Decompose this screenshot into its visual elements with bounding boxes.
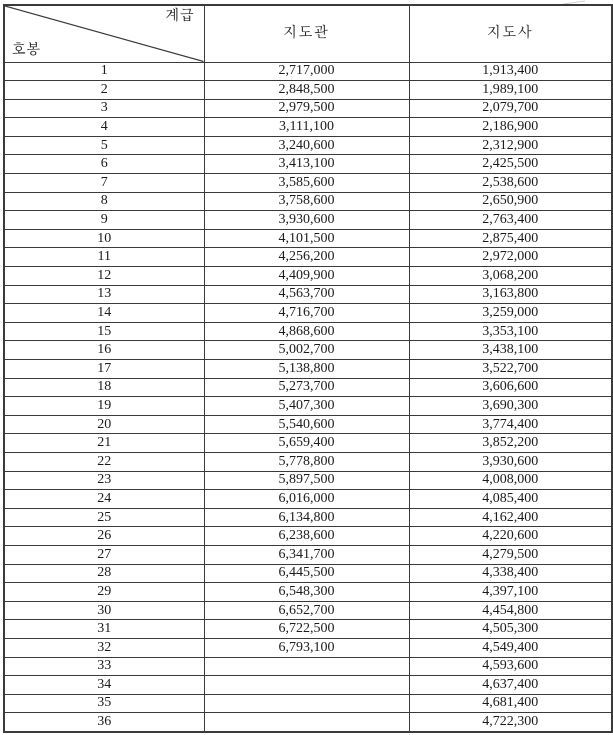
table-row [4, 174, 612, 193]
salary-table [3, 4, 613, 733]
row-step-cell: 18 [4, 378, 204, 397]
jidosa-value-cell: 2,425,500 [409, 155, 612, 174]
table-row [4, 545, 612, 564]
table-row [4, 62, 612, 81]
table-row [4, 676, 612, 695]
table-row [4, 471, 612, 490]
table-row [4, 229, 612, 248]
table-row [4, 397, 612, 416]
jidogwan-value-cell: 6,238,600 [204, 527, 409, 546]
jidogwan-value-cell: 3,930,600 [204, 211, 409, 230]
row-step-cell: 5 [4, 136, 204, 155]
table-row [4, 601, 612, 620]
jidogwan-value-cell: 5,138,800 [204, 360, 409, 379]
jidosa-value-cell: 3,852,200 [409, 434, 612, 453]
jidogwan-value-cell: 3,111,100 [204, 118, 409, 137]
table-row [4, 360, 612, 379]
jidosa-value-cell: 4,162,400 [409, 508, 612, 527]
jidogwan-value-cell: 2,848,500 [204, 81, 409, 100]
jidosa-value-cell: 2,972,000 [409, 248, 612, 267]
jidosa-value-cell: 4,338,400 [409, 564, 612, 583]
row-step-cell: 14 [4, 304, 204, 323]
column-header-jidosa: 지도사 [409, 5, 612, 62]
table-row [4, 378, 612, 397]
jidogwan-value-cell: 4,256,200 [204, 248, 409, 267]
jidosa-value-cell: 3,259,000 [409, 304, 612, 323]
table-row [4, 192, 612, 211]
jidosa-value-cell: 4,085,400 [409, 490, 612, 509]
corner-header-cell [4, 5, 204, 62]
row-step-cell: 16 [4, 341, 204, 360]
jidosa-value-cell: 3,930,600 [409, 452, 612, 471]
jidosa-value-cell: 2,875,400 [409, 229, 612, 248]
table-row [4, 285, 612, 304]
table-row [4, 564, 612, 583]
jidosa-value-cell: 1,989,100 [409, 81, 612, 100]
jidosa-value-cell: 2,650,900 [409, 192, 612, 211]
jidosa-value-cell: 3,606,600 [409, 378, 612, 397]
table-row [4, 452, 612, 471]
row-step-cell: 29 [4, 583, 204, 602]
jidosa-value-cell: 3,353,100 [409, 322, 612, 341]
row-step-cell: 36 [4, 713, 204, 732]
jidosa-value-cell: 4,008,000 [409, 471, 612, 490]
row-step-cell: 32 [4, 638, 204, 657]
jidogwan-value-cell: 6,445,500 [204, 564, 409, 583]
table-row [4, 118, 612, 137]
row-step-cell: 6 [4, 155, 204, 174]
row-step-cell: 34 [4, 676, 204, 695]
table-row [4, 583, 612, 602]
jidogwan-value-cell: 6,134,800 [204, 508, 409, 527]
jidogwan-value-cell: 4,409,900 [204, 267, 409, 286]
row-step-cell: 19 [4, 397, 204, 416]
jidogwan-value-cell: 3,758,600 [204, 192, 409, 211]
row-step-cell: 9 [4, 211, 204, 230]
jidogwan-value-cell: 6,341,700 [204, 545, 409, 564]
jidosa-value-cell: 2,312,900 [409, 136, 612, 155]
row-step-cell: 4 [4, 118, 204, 137]
jidogwan-value-cell: 6,793,100 [204, 638, 409, 657]
jidogwan-value-cell [204, 713, 409, 732]
table-row [4, 267, 612, 286]
jidogwan-value-cell: 6,652,700 [204, 601, 409, 620]
header-row [4, 5, 612, 62]
jidosa-value-cell: 1,913,400 [409, 62, 612, 81]
table-row [4, 248, 612, 267]
table-row [4, 694, 612, 713]
row-step-cell: 13 [4, 285, 204, 304]
jidogwan-value-cell: 4,716,700 [204, 304, 409, 323]
table-row [4, 155, 612, 174]
row-step-cell: 2 [4, 81, 204, 100]
row-step-cell: 28 [4, 564, 204, 583]
jidosa-value-cell: 4,505,300 [409, 620, 612, 639]
jidogwan-value-cell: 6,016,000 [204, 490, 409, 509]
row-step-cell: 10 [4, 229, 204, 248]
jidosa-value-cell: 3,438,100 [409, 341, 612, 360]
row-step-cell: 17 [4, 360, 204, 379]
jidogwan-value-cell: 5,659,400 [204, 434, 409, 453]
jidosa-value-cell: 2,079,700 [409, 99, 612, 118]
jidogwan-value-cell: 5,540,600 [204, 415, 409, 434]
jidogwan-value-cell: 3,240,600 [204, 136, 409, 155]
table-row [4, 341, 612, 360]
table-row [4, 415, 612, 434]
jidosa-value-cell: 2,538,600 [409, 174, 612, 193]
row-step-cell: 26 [4, 527, 204, 546]
jidogwan-value-cell: 4,563,700 [204, 285, 409, 304]
table-row [4, 620, 612, 639]
table-header [4, 5, 612, 62]
row-step-cell: 1 [4, 62, 204, 81]
corner-label-step: 호봉 [12, 42, 42, 58]
jidogwan-value-cell: 4,868,600 [204, 322, 409, 341]
row-step-cell: 24 [4, 490, 204, 509]
jidosa-value-cell: 4,454,800 [409, 601, 612, 620]
jidosa-value-cell: 4,722,300 [409, 713, 612, 732]
table-row [4, 322, 612, 341]
jidogwan-value-cell: 4,101,500 [204, 229, 409, 248]
jidosa-value-cell: 4,220,600 [409, 527, 612, 546]
row-step-cell: 11 [4, 248, 204, 267]
jidogwan-value-cell [204, 694, 409, 713]
row-step-cell: 3 [4, 99, 204, 118]
column-header-jidogwan: 지도관 [204, 5, 409, 62]
table-row [4, 508, 612, 527]
jidosa-value-cell: 4,397,100 [409, 583, 612, 602]
jidosa-value-cell: 4,549,400 [409, 638, 612, 657]
row-step-cell: 23 [4, 471, 204, 490]
jidosa-value-cell: 3,774,400 [409, 415, 612, 434]
jidosa-value-cell: 4,279,500 [409, 545, 612, 564]
jidogwan-value-cell: 6,722,500 [204, 620, 409, 639]
table-row [4, 81, 612, 100]
jidosa-value-cell: 3,690,300 [409, 397, 612, 416]
row-step-cell: 22 [4, 452, 204, 471]
jidogwan-value-cell: 5,407,300 [204, 397, 409, 416]
jidogwan-value-cell: 3,413,100 [204, 155, 409, 174]
jidosa-value-cell: 4,637,400 [409, 676, 612, 695]
jidogwan-value-cell: 5,002,700 [204, 341, 409, 360]
table-row [4, 527, 612, 546]
table-row [4, 657, 612, 676]
table-row [4, 211, 612, 230]
row-step-cell: 33 [4, 657, 204, 676]
jidogwan-value-cell: 2,717,000 [204, 62, 409, 81]
row-step-cell: 21 [4, 434, 204, 453]
table-row [4, 99, 612, 118]
row-step-cell: 30 [4, 601, 204, 620]
table-row [4, 136, 612, 155]
jidogwan-value-cell [204, 676, 409, 695]
jidogwan-value-cell: 5,778,800 [204, 452, 409, 471]
jidosa-value-cell: 3,522,700 [409, 360, 612, 379]
row-step-cell: 7 [4, 174, 204, 193]
row-step-cell: 27 [4, 545, 204, 564]
table-row [4, 638, 612, 657]
jidosa-value-cell: 4,593,600 [409, 657, 612, 676]
jidosa-value-cell: 3,163,800 [409, 285, 612, 304]
row-step-cell: 25 [4, 508, 204, 527]
row-step-cell: 20 [4, 415, 204, 434]
row-step-cell: 12 [4, 267, 204, 286]
corner-label-rank: 계급 [165, 9, 195, 24]
jidogwan-value-cell: 2,979,500 [204, 99, 409, 118]
row-step-cell: 31 [4, 620, 204, 639]
jidogwan-value-cell: 6,548,300 [204, 583, 409, 602]
jidogwan-value-cell: 5,897,500 [204, 471, 409, 490]
jidosa-value-cell: 2,763,400 [409, 211, 612, 230]
jidogwan-value-cell: 5,273,700 [204, 378, 409, 397]
jidosa-value-cell: 4,681,400 [409, 694, 612, 713]
table-body [4, 62, 612, 732]
row-step-cell: 15 [4, 322, 204, 341]
table-row [4, 434, 612, 453]
jidogwan-value-cell [204, 657, 409, 676]
jidogwan-value-cell: 3,585,600 [204, 174, 409, 193]
row-step-cell: 8 [4, 192, 204, 211]
row-step-cell: 35 [4, 694, 204, 713]
jidosa-value-cell: 3,068,200 [409, 267, 612, 286]
table-row [4, 490, 612, 509]
jidosa-value-cell: 2,186,900 [409, 118, 612, 137]
table-row [4, 304, 612, 323]
table-row [4, 713, 612, 732]
